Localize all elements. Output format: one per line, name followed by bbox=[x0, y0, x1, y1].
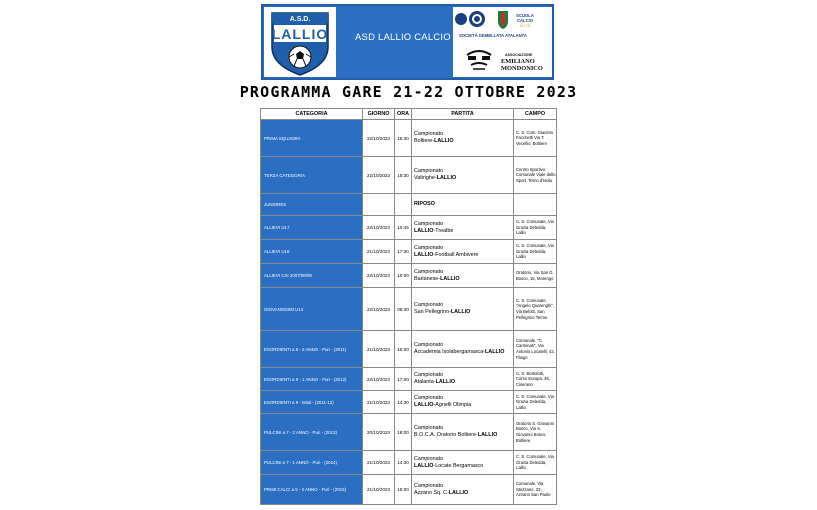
category-cell: ALLIEVI U16 bbox=[261, 240, 363, 264]
table-row bbox=[261, 331, 557, 368]
svg-text:CALCIO: CALCIO bbox=[516, 18, 534, 23]
header-banner bbox=[261, 4, 554, 80]
fixture-team-before: San Pellegrino- bbox=[414, 309, 451, 315]
time-cell: 18:00 bbox=[395, 414, 412, 451]
time-cell: 15:00 bbox=[395, 475, 412, 505]
svg-text:ELITE: ELITE bbox=[520, 24, 530, 28]
category-cell: PULCINI a 7 - 1 ANNO - Puri - (2014) bbox=[261, 451, 363, 475]
match-cell bbox=[412, 216, 514, 240]
table-row bbox=[261, 194, 557, 216]
association-label: ASSOCIAZIONE bbox=[505, 53, 533, 57]
partner-logos bbox=[453, 7, 552, 77]
date-cell: 21/10/2023 bbox=[363, 331, 395, 368]
time-cell: 17:30 bbox=[395, 240, 412, 264]
venue-cell: Oratorio, Via San G. Bosco, 15, Morengo bbox=[514, 264, 557, 288]
fixture-highlight: LALLIO bbox=[414, 462, 434, 469]
competition-label: Campionato bbox=[414, 302, 444, 308]
fixture-line bbox=[414, 432, 513, 439]
banner-title: ASD LALLIO CALCIO bbox=[355, 32, 451, 43]
competition-label: Campionato bbox=[414, 455, 444, 462]
venue-cell: C. S. Comunale, Via Grazia Deledda, Lallio bbox=[514, 451, 557, 475]
fixture-line bbox=[414, 276, 513, 283]
table-row bbox=[261, 216, 557, 240]
category-cell: ALLIEVI U17 bbox=[261, 216, 363, 240]
fixture-team-before: B.O.C.A. Oratorio Boltiere- bbox=[414, 432, 478, 438]
fixture-highlight: LALLIO bbox=[440, 275, 460, 282]
time-cell: 15:30 bbox=[395, 120, 412, 157]
fixture-line bbox=[414, 463, 513, 470]
competition-label: Campionato bbox=[414, 372, 444, 378]
fixture-highlight: LALLIO bbox=[436, 175, 457, 181]
fixture-highlight: LALLIO bbox=[485, 349, 505, 355]
fixture-team-after: -Agnelli Olimpia bbox=[433, 402, 472, 408]
competition-label: Campionato bbox=[414, 220, 444, 227]
fixture-highlight: LALLIO bbox=[414, 251, 434, 258]
club-logo bbox=[264, 7, 336, 77]
venue-cell: C. S. Bortolotti, Corso Europa, 46, Ciserano bbox=[514, 368, 557, 391]
fixture-line bbox=[414, 252, 513, 259]
column-header-date: GIORNO bbox=[363, 109, 395, 120]
fixture-highlight: LALLIO bbox=[450, 309, 471, 315]
category-cell: PRIMA SQUADRA bbox=[261, 120, 363, 157]
fixture-line bbox=[414, 379, 513, 386]
date-cell: 21/10/2023 bbox=[363, 391, 395, 414]
column-header-venue: CAMPO bbox=[514, 109, 557, 120]
fixture-line bbox=[414, 309, 513, 316]
match-cell bbox=[412, 368, 514, 391]
fixture-team-before: Boltiere- bbox=[414, 138, 435, 144]
twin-club-label: SOCIETÀ GEMELLATA ATALANTA bbox=[459, 33, 527, 38]
match-cell bbox=[412, 288, 514, 331]
venue-cell: Oratorio S. Giovanni Bosco, Via S. Giovanni Bosco, Boltiere bbox=[514, 414, 557, 451]
date-cell: 22/10/2023 bbox=[363, 157, 395, 194]
partner-badges-icon bbox=[453, 7, 552, 33]
venue-cell: Comunale, Via Stezzano, 33, Azzano San Paolo bbox=[514, 475, 557, 505]
fixture-highlight: LALLIO bbox=[448, 489, 469, 496]
time-cell: 15:00 bbox=[395, 331, 412, 368]
category-cell: PULCINI a 7 - 2 ANNO - Puri - (2013) bbox=[261, 414, 363, 451]
table-header-row bbox=[261, 109, 557, 120]
date-cell: 20/10/2023 bbox=[363, 414, 395, 451]
fixture-line bbox=[414, 138, 513, 145]
svg-text:SCUOLA: SCUOLA bbox=[516, 13, 534, 18]
column-header-match: PARTITA bbox=[412, 109, 514, 120]
fixture-highlight: LALLIO bbox=[435, 379, 456, 385]
venue-cell: C. S. Com. Giacinto Facchetti Via T. Vecellio, Boltiere bbox=[514, 120, 557, 157]
fixture-highlight: LALLIO bbox=[477, 432, 498, 438]
fixture-highlight: LALLIO bbox=[414, 402, 434, 408]
competition-label: Campionato bbox=[414, 395, 444, 401]
match-cell bbox=[412, 240, 514, 264]
category-cell: ESORDIENTI a 9 - 1 ANNO - Puri - (2012) bbox=[261, 368, 363, 391]
fixture-line bbox=[414, 228, 513, 235]
match-schedule-table bbox=[260, 108, 557, 505]
table-row bbox=[261, 451, 557, 475]
fixture-team-before: Barianese- bbox=[414, 275, 441, 282]
fixture-team-before: Valtrighe- bbox=[414, 175, 437, 181]
time-cell: 15:30 bbox=[395, 157, 412, 194]
table-row bbox=[261, 288, 557, 331]
date-cell: 22/10/2023 bbox=[363, 120, 395, 157]
fixture-line bbox=[414, 402, 513, 409]
competition-label: Campionato bbox=[414, 268, 444, 275]
match-cell bbox=[412, 475, 514, 505]
fixture-team-after: -Trealbe bbox=[433, 227, 454, 234]
fixture-line bbox=[414, 175, 513, 182]
match-cell bbox=[412, 414, 514, 451]
category-cell: JUNIORES bbox=[261, 194, 363, 216]
column-header-time: ORA bbox=[395, 109, 412, 120]
time-cell bbox=[395, 194, 412, 216]
category-cell: ESORDIENTI a 9 - Misti - (2011-12) bbox=[261, 391, 363, 414]
fixture-line bbox=[414, 349, 513, 356]
association-name: EMILIANO MONDONICO bbox=[501, 58, 543, 72]
venue-cell: Comunale, "C. Carminati", Via Antonio Locatelli, 42, Filago bbox=[514, 331, 557, 368]
table-row bbox=[261, 475, 557, 505]
fixture-team-after: -Football Ambivere bbox=[433, 251, 479, 258]
competition-label: Campionato bbox=[414, 244, 444, 251]
category-cell: ESORDIENTI a 9 - 2 ANNO - Puri - (2011) bbox=[261, 331, 363, 368]
time-cell: 10:45 bbox=[395, 216, 412, 240]
page-title: PROGRAMMA GARE 21-22 OTTOBRE 2023 bbox=[239, 83, 578, 101]
date-cell: 21/10/2023 bbox=[363, 451, 395, 475]
fixture-team-before: Accademia Isolabergamasca- bbox=[414, 349, 486, 355]
match-cell bbox=[412, 157, 514, 194]
match-cell bbox=[412, 120, 514, 157]
venue-cell bbox=[514, 194, 557, 216]
table-body bbox=[261, 120, 557, 505]
fixture-line bbox=[414, 490, 513, 497]
venue-cell: C. S. Comunale, "Angelo Quarenghi", Via Belotti, San Pellegrino Terme bbox=[514, 288, 557, 331]
portrait-sketch-icon bbox=[459, 47, 499, 73]
time-cell: 09:30 bbox=[395, 288, 412, 331]
competition-label: Campionato bbox=[414, 425, 444, 431]
venue-cell: Centro Sportivo Comunale Viale dello Sport, Terno d'Isola bbox=[514, 157, 557, 194]
time-cell: 10:00 bbox=[395, 264, 412, 288]
competition-label: Campionato bbox=[414, 168, 444, 174]
match-cell bbox=[412, 451, 514, 475]
match-cell bbox=[412, 331, 514, 368]
match-cell bbox=[412, 391, 514, 414]
svg-text:A.S.D.: A.S.D. bbox=[289, 16, 311, 23]
category-cell: PRIMI CALCI a 5 - 2 ANNO - Puri - (2015) bbox=[261, 475, 363, 505]
table-row bbox=[261, 368, 557, 391]
time-cell: 14:30 bbox=[395, 391, 412, 414]
category-cell: ALLIEVI CSI 2007/08/09 bbox=[261, 264, 363, 288]
match-cell bbox=[412, 264, 514, 288]
date-cell: 22/10/2023 bbox=[363, 288, 395, 331]
date-cell: 21/10/2023 bbox=[363, 475, 395, 505]
competition-label: Campionato bbox=[414, 342, 444, 348]
table-row bbox=[261, 120, 557, 157]
fixture-highlight: LALLIO bbox=[414, 227, 434, 234]
fixture-highlight: LALLIO bbox=[434, 138, 454, 144]
svg-text:LALLIO: LALLIO bbox=[271, 26, 329, 42]
table-row bbox=[261, 414, 557, 451]
date-cell: 22/10/2023 bbox=[363, 264, 395, 288]
fixture-highlight: RIPOSO bbox=[414, 201, 435, 207]
match-cell bbox=[412, 194, 514, 216]
fixture-team-before: Atalanta- bbox=[414, 379, 436, 385]
club-crest-icon bbox=[264, 7, 336, 77]
date-cell: 22/10/2023 bbox=[363, 216, 395, 240]
date-cell: 22/10/2023 bbox=[363, 368, 395, 391]
category-cell: GIOVANISSIMI U14 bbox=[261, 288, 363, 331]
fixture-line bbox=[414, 201, 513, 208]
competition-label: Campionato bbox=[414, 482, 444, 489]
fixture-team-before: Azzano Sq. C- bbox=[414, 489, 449, 496]
table-row bbox=[261, 264, 557, 288]
table-row bbox=[261, 240, 557, 264]
competition-label: Campionato bbox=[414, 131, 444, 137]
time-cell: 14:30 bbox=[395, 451, 412, 475]
venue-cell: C. S. Comunale, Via Grazia Deledda, Lallio bbox=[514, 240, 557, 264]
column-header-category: CATEGORIA bbox=[261, 109, 363, 120]
venue-cell: C. S. Comunale, Via Grazia Deledda, Lallio bbox=[514, 391, 557, 414]
venue-cell: C. S. Comunale, Via Grazia Deledda, Lallio bbox=[514, 216, 557, 240]
date-cell bbox=[363, 194, 395, 216]
category-cell: TERZA CATEGORIA bbox=[261, 157, 363, 194]
fixture-team-after: -Locate Bergamasco bbox=[433, 462, 484, 469]
time-cell: 17:00 bbox=[395, 368, 412, 391]
table-row bbox=[261, 391, 557, 414]
table-row bbox=[261, 157, 557, 194]
date-cell: 21/10/2023 bbox=[363, 240, 395, 264]
